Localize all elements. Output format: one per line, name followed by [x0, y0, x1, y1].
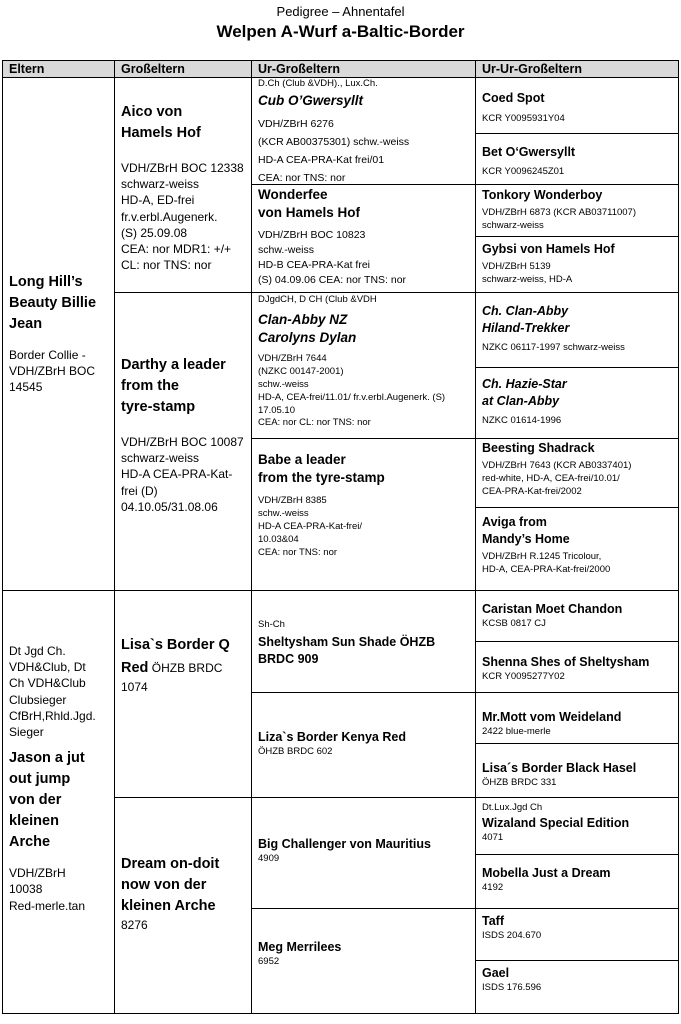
great-grandparent-name: Babe a leader from the tyre-stamp	[258, 452, 385, 486]
great-grandparent-1	[251, 77, 476, 185]
great-great-grandparent-3	[475, 184, 679, 237]
page-subtitle: Pedigree – Ahnentafel	[276, 4, 405, 19]
sire-cell	[2, 77, 115, 591]
great-grandparent-name: Wonderfee von Hamels Hof	[258, 187, 361, 221]
grandparent-name: Dream on-doit now von der kleinen Arche	[121, 856, 220, 915]
dam-details: VDH/ZBrH 10038 Red-merle.tan	[9, 866, 86, 913]
great-grandparent-name: Sheltysham Sun Shade ÖHZB BRDC 909	[258, 634, 436, 666]
ggp-name: Lisa´s Border Black Hasel	[482, 761, 637, 775]
ggp-details: KCSB 0817 CJ	[482, 617, 546, 629]
grandparent-3	[114, 590, 252, 798]
great-grandparent-title: DJgdCH, D CH (Club &VDH	[258, 294, 377, 305]
grandparent-4	[114, 797, 252, 1014]
ggp-name: Taff	[482, 914, 504, 928]
great-grandparent-details: ÖHZB BRDC 602	[258, 745, 333, 757]
grandparent-details: 1074	[121, 680, 148, 695]
grandparent-name: Aico von Hamels Hof	[121, 104, 201, 142]
great-grandparent-3	[251, 292, 476, 439]
great-great-grandparent-1	[475, 77, 679, 134]
grandparent-name: Darthy a leader from the tyre-stamp	[121, 357, 226, 416]
ggp-name: Tonkory Wonderboy	[482, 188, 603, 202]
column-header-ur-ur-grosseltern: Ur-Ur-Großeltern	[475, 60, 679, 78]
ggp-details: ÖHZB BRDC 331	[482, 776, 557, 788]
great-great-grandparent-6	[475, 367, 679, 439]
ggp-details: VDH/ZBrH 6873 (KCR AB03711007) schwarz-weiss	[482, 206, 637, 231]
ggp-details: KCR Y0095277Y02	[482, 670, 565, 682]
dam-cell	[2, 590, 115, 1014]
ggp-details: VDH/ZBrH 7643 (KCR AB0337401) red-white, HD-A, CEA-frei/10.01/ CEA-PRA-Kat-frei/2002	[482, 459, 632, 497]
dam-name: Jason a jut out jump von der kleinen Arche	[9, 750, 85, 851]
great-great-grandparent-4	[475, 236, 679, 293]
grandparent-details: 8276	[121, 918, 148, 933]
great-great-grandparent-8	[475, 507, 679, 591]
ggp-name: Beesting Shadrack	[482, 441, 595, 455]
great-grandparent-name: Big Challenger von Mauritius	[258, 837, 431, 851]
ggp-name: Wizaland Special Edition	[482, 815, 630, 830]
ggp-details: KCR Y0095931Y04	[482, 112, 565, 124]
great-grandparent-name: Clan-Abby NZ Carolyns Dylan	[258, 311, 357, 346]
great-great-grandparent-15	[475, 908, 679, 961]
ggp-name: Ch. Hazie-Star at Clan-Abby	[482, 377, 567, 408]
great-great-grandparent-14	[475, 854, 679, 909]
great-grandparent-details: VDH/ZBrH 7644 (NZKC 00147-2001) schw.-weiss HD-A, CEA-frei/11.01/ fr.v.erbl.Augenerk. (S) 17.05.10 CEA: nor CL: nor TNS: nor	[258, 353, 446, 429]
dam-titles: Dt Jgd Ch. VDH&Club, Dt Ch VDH&Club Clubsieger CfBrH,Rhld.Jgd. Sieger	[9, 644, 96, 739]
grandparent-1	[114, 77, 252, 293]
great-great-grandparent-7	[475, 438, 679, 508]
great-great-grandparent-2	[475, 133, 679, 185]
ggp-name: Gael	[482, 966, 510, 980]
ggp-details: NZKC 01614-1996	[482, 414, 562, 426]
great-grandparent-8	[251, 908, 476, 1014]
great-grandparent-title: D.Ch (Club &VDH)., Lux.Ch.	[258, 78, 378, 89]
ggp-details: 4071	[482, 831, 504, 843]
ggp-details: ISDS 176.596	[482, 981, 542, 993]
ggp-name: Caristan Moet Chandon	[482, 602, 623, 616]
ggp-name: Aviga from Mandy’s Home	[482, 515, 570, 546]
sire-name: Long Hill’s Beauty Billie Jean	[9, 274, 97, 333]
column-header-grosseltern: Großeltern	[114, 60, 252, 78]
great-great-grandparent-16	[475, 960, 679, 1014]
great-grandparent-details: VDH/ZBrH BOC 10823 schw.-weiss HD-B CEA-PRA-Kat frei (S) 04.09.06 CEA: nor TNS: nor	[258, 229, 407, 286]
ggp-name: Bet O‘Gwersyllt	[482, 145, 576, 159]
great-grandparent-5	[251, 590, 476, 693]
grandparent-registry: ÖHZB BRDC	[148, 661, 223, 676]
great-grandparent-name: Cub O’Gwersyllt	[258, 92, 364, 108]
ggp-details: VDH/ZBrH 5139 schwarz-weiss, HD-A	[482, 260, 573, 285]
great-grandparent-title: Sh-Ch	[258, 619, 285, 630]
grandparent-2	[114, 292, 252, 591]
ggp-details: ISDS 204.670	[482, 929, 542, 941]
ggp-title: Dt.Lux.Jgd Ch	[482, 802, 543, 813]
grandparent-name: Lisa`s Border Q Red	[121, 637, 230, 677]
ggp-details: KCR Y0096245Z01	[482, 165, 565, 177]
column-header-eltern: Eltern	[2, 60, 115, 78]
sire-details: Border Collie - VDH/ZBrH BOC 14545	[9, 348, 96, 395]
page-title: Welpen A-Wurf a-Baltic-Border	[216, 22, 465, 41]
ggp-name: Ch. Clan-Abby Hiland-Trekker	[482, 304, 570, 335]
ggp-name: Mobella Just a Dream	[482, 866, 611, 880]
ggp-details: VDH/ZBrH R.1245 Tricolour, HD-A, CEA-PRA-Kat-frei/2000	[482, 550, 611, 575]
great-grandparent-2	[251, 184, 476, 293]
ggp-details: 2422 blue-merle	[482, 725, 551, 737]
great-grandparent-details: VDH/ZBrH 8385 schw.-weiss HD-A CEA-PRA-Kat-frei/ 10.03&04 CEA: nor TNS: nor	[258, 495, 362, 558]
column-header-ur-grosseltern: Ur-Großeltern	[251, 60, 476, 78]
ggp-name: Coed Spot	[482, 91, 545, 105]
great-great-grandparent-11	[475, 692, 679, 744]
great-grandparent-name: Liza`s Border Kenya Red	[258, 730, 406, 744]
ggp-name: Shenna Shes of Sheltysham	[482, 655, 650, 669]
great-great-grandparent-9	[475, 590, 679, 642]
ggp-details: NZKC 06117-1997 schwarz-weiss	[482, 341, 625, 353]
great-great-grandparent-5	[475, 292, 679, 368]
grandparent-details: VDH/ZBrH BOC 12338 schwarz-weiss HD-A, ED-frei fr.v.erbl.Augenerk. (S) 25.09.08 CEA: nor MDR1: +/+ CL: nor TNS: nor	[121, 161, 244, 273]
great-grandparent-4	[251, 438, 476, 591]
great-great-grandparent-13	[475, 797, 679, 855]
great-grandparent-7	[251, 797, 476, 909]
great-grandparent-details: 6952	[258, 955, 280, 967]
grandparent-details: VDH/ZBrH BOC 10087 schwarz-weiss HD-A CEA-PRA-Kat- frei (D) 04.10.05/31.08.06	[121, 435, 244, 514]
ggp-name: Mr.Mott vom Weideland	[482, 710, 622, 724]
great-grandparent-details: 4909	[258, 852, 280, 864]
great-grandparent-name: Meg Merrilees	[258, 940, 342, 954]
ggp-name: Gybsi von Hamels Hof	[482, 242, 615, 256]
ggp-details: 4192	[482, 881, 504, 893]
great-great-grandparent-12	[475, 743, 679, 798]
great-grandparent-6	[251, 692, 476, 798]
great-great-grandparent-10	[475, 641, 679, 693]
great-grandparent-details: VDH/ZBrH 6276 (KCR AB00375301) schw.-weiss HD-A CEA-PRA-Kat frei/01 CEA: nor TNS: nor	[258, 118, 410, 184]
